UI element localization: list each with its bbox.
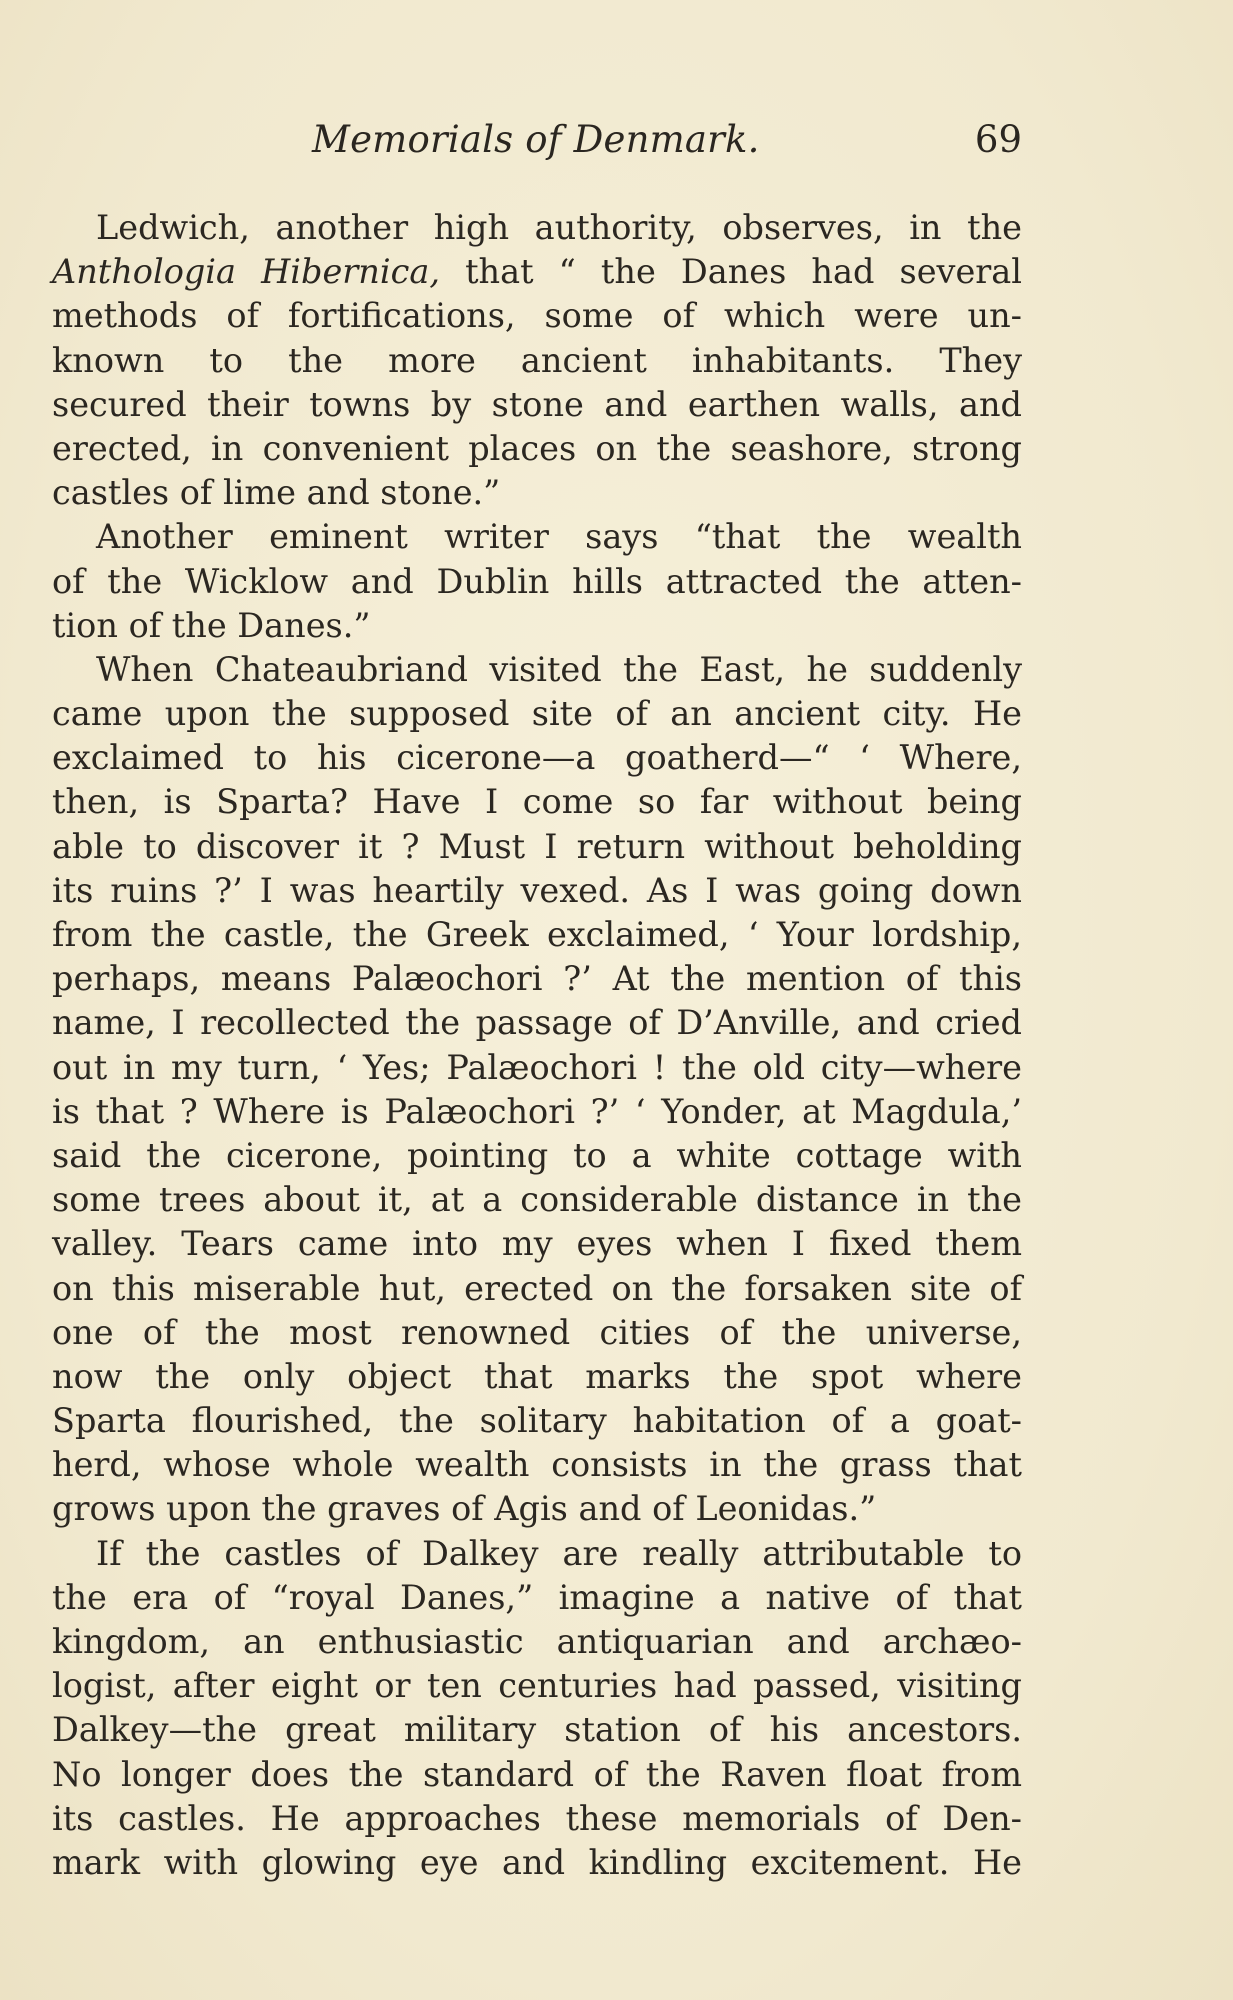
text-line bbox=[52, 1090, 1022, 1134]
text-line bbox=[52, 1267, 1022, 1311]
line-text: tion of the Danes.” bbox=[52, 605, 371, 645]
line-text: Another eminent writer says “that the wealth bbox=[96, 517, 1022, 557]
line-text: exclaimed to his cicerone—a goatherd—“ ‘ Where, bbox=[52, 738, 1022, 778]
text-line bbox=[52, 1134, 1022, 1178]
text-line bbox=[52, 957, 1022, 1001]
line-text: the era of “royal Danes,” imagine a native of that bbox=[52, 1577, 1022, 1617]
line-text: out in my turn, ‘ Yes; Palæochori ! the old city—where bbox=[52, 1047, 1022, 1087]
line-text: When Chateaubriand visited the East, he suddenly bbox=[96, 649, 1022, 689]
text-line bbox=[52, 604, 1022, 648]
text-line bbox=[52, 1222, 1022, 1266]
line-text: Ledwich, another high authority, observes, in the bbox=[96, 208, 1022, 247]
line-text: some trees about it, at a considerable distance in the bbox=[52, 1180, 1022, 1220]
line-text: kingdom, an enthusiastic antiquarian and archæo- bbox=[52, 1622, 1022, 1661]
line-text: Sparta flourished, the solitary habitation of a goat- bbox=[52, 1401, 1022, 1441]
line-text: known to the more ancient inhabitants. They bbox=[52, 340, 1022, 380]
line-text: methods of fortifications, some of which were un- bbox=[52, 296, 1022, 336]
text-line bbox=[52, 250, 1022, 294]
text-line bbox=[52, 1178, 1022, 1222]
line-text: able to discover it ? Must I return without beholding bbox=[52, 826, 1022, 866]
text-line bbox=[52, 471, 1022, 515]
page-header bbox=[52, 118, 1022, 174]
text-line bbox=[52, 1620, 1022, 1664]
line-text: Dalkey—the great military station of his ancestors. bbox=[52, 1710, 1022, 1750]
text-line bbox=[52, 1443, 1022, 1487]
text-line bbox=[52, 383, 1022, 427]
text-line bbox=[52, 1399, 1022, 1443]
line-text: now the only object that marks the spot where bbox=[52, 1356, 1022, 1396]
text-line bbox=[52, 692, 1022, 736]
text-line bbox=[52, 1355, 1022, 1399]
text-line bbox=[52, 1576, 1022, 1620]
line-text: No longer does the standard of the Raven float from bbox=[52, 1754, 1022, 1794]
text-line bbox=[52, 294, 1022, 338]
text-line bbox=[52, 869, 1022, 913]
line-text: of the Wicklow and Dublin hills attracted the atten- bbox=[52, 561, 1022, 601]
text-line bbox=[52, 780, 1022, 824]
italic-title: Anthologia Hibernica, bbox=[52, 252, 440, 292]
text-line bbox=[52, 736, 1022, 780]
line-text: herd, whose whole wealth consists in the grass that bbox=[52, 1445, 1022, 1485]
line-text: on this miserable hut, erected on the forsaken site of bbox=[52, 1268, 1022, 1308]
text-line bbox=[52, 339, 1022, 383]
text-line bbox=[52, 427, 1022, 471]
line-text: perhaps, means Palæochori ?’ At the mention of this bbox=[52, 959, 1022, 999]
line-text: then, is Sparta? Have I come so far without being bbox=[52, 782, 1022, 822]
line-text: its ruins ?’ I was heartily vexed. As I was going down bbox=[52, 870, 1022, 910]
text-line bbox=[52, 1797, 1022, 1841]
running-title: Memorials of Denmark. bbox=[312, 118, 760, 161]
text-line bbox=[52, 560, 1022, 604]
text-line bbox=[52, 1532, 1022, 1576]
line-text: one of the most renowned cities of the universe, bbox=[52, 1312, 1022, 1352]
text-line bbox=[52, 1753, 1022, 1797]
text-line bbox=[52, 825, 1022, 869]
text-line bbox=[52, 1708, 1022, 1752]
line-text: from the castle, the Greek exclaimed, ‘ Your lordship, bbox=[52, 915, 1022, 954]
line-text: erected, in convenient places on the seashore, strong bbox=[52, 428, 1022, 468]
page-number: 69 bbox=[974, 118, 1022, 161]
line-text: mark with glowing eye and kindling excitement. He bbox=[52, 1842, 1022, 1882]
line-text: its castles. He approaches these memorials of Den- bbox=[52, 1798, 1022, 1838]
line-text: came upon the supposed site of an ancient city. He bbox=[52, 694, 1022, 734]
line-text: If the castles of Dalkey are really attributable to bbox=[96, 1533, 1022, 1573]
line-text: is that ? Where is Palæochori ?’ ‘ Yonder, at Magdula,’ bbox=[52, 1091, 1022, 1131]
line-text: said the cicerone, pointing to a white cottage with bbox=[52, 1135, 1022, 1175]
text-line bbox=[52, 515, 1022, 559]
text-line bbox=[52, 206, 1022, 250]
text-line bbox=[52, 913, 1022, 957]
text-line bbox=[52, 1046, 1022, 1090]
line-text: grows upon the graves of Agis and of Leonidas.” bbox=[52, 1489, 877, 1529]
line-text: that “ the Danes had several bbox=[439, 252, 1022, 292]
text-line bbox=[52, 1311, 1022, 1355]
line-text: name, I recollected the passage of D’Anville, and cried bbox=[52, 1003, 1022, 1043]
text-line bbox=[52, 648, 1022, 692]
text-line bbox=[52, 1841, 1022, 1885]
text-line bbox=[52, 1487, 1022, 1531]
text-line bbox=[52, 1001, 1022, 1045]
text-line bbox=[52, 1664, 1022, 1708]
line-text: castles of lime and stone.” bbox=[52, 473, 501, 513]
line-text: valley. Tears came into my eyes when I fixed them bbox=[52, 1224, 1022, 1264]
body-text bbox=[52, 206, 1022, 1885]
line-text: secured their towns by stone and earthen walls, and bbox=[52, 384, 1022, 424]
line-text: logist, after eight or ten centuries had passed, visiting bbox=[52, 1666, 1022, 1706]
